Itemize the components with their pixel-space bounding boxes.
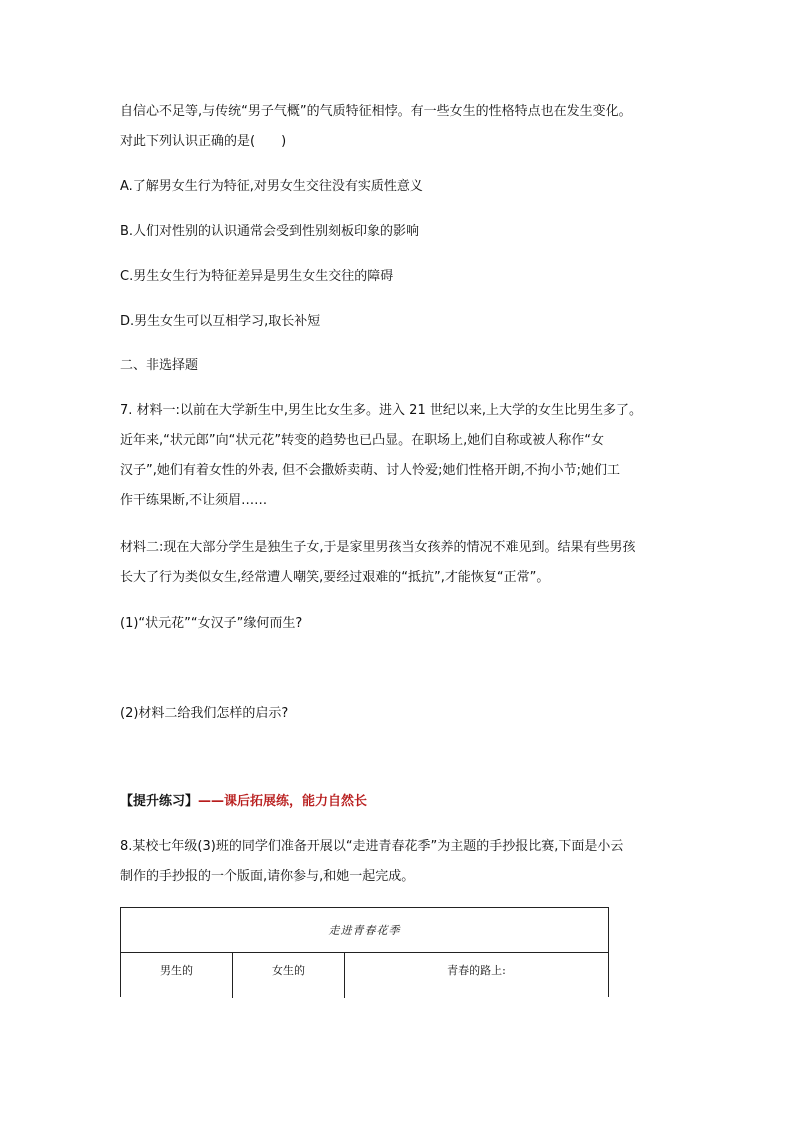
q7-subquestion-2: (2)材料二给我们怎样的启示? bbox=[120, 706, 289, 721]
handout-table bbox=[120, 907, 609, 997]
q7-material1-line1: 7. 材料一:以前在大学新生中,男生比女生多。进入 21 世纪以来,上大学的女生比男生多了。 bbox=[120, 403, 642, 418]
table-cell-boys: 男生的 bbox=[121, 953, 233, 998]
practice-bracket: 【提升练习】 bbox=[120, 794, 199, 809]
q7-material1-line3: 汉子”,她们有着女性的外表, 但不会撒娇卖萌、讨人怜爱;她们性格开朗,不拘小节;她们工 bbox=[120, 463, 621, 478]
q7-material1-line4: 作干练果断,不让须眉…… bbox=[120, 493, 268, 508]
q6-stem-line2: 对此下列认识正确的是( ) bbox=[120, 134, 287, 149]
q7-material2-line1: 材料二:现在大部分学生是独生子女,于是家里男孩当女孩养的情况不难见到。结果有些男孩 bbox=[120, 540, 636, 555]
q7-material2-line2: 长大了行为类似女生,经常遭人嘲笑,要经过艰难的“抵抗”,才能恢复“正常”。 bbox=[120, 570, 550, 585]
q8-line1: 8.某校七年级(3)班的同学们准备开展以“走进青春花季”为主题的手抄报比赛,下面是小云 bbox=[120, 839, 624, 854]
q6-stem-line1: 自信心不足等,与传统“男子气概”的气质特征相悖。有一些女生的性格特点也在发生变化。 bbox=[120, 104, 632, 119]
q7-material1-line2: 近年来,“状元郎”向“状元花”转变的趋势也已凸显。在职场上,她们自称或被人称作“女 bbox=[120, 433, 604, 448]
q6-option-d: D.男生女生可以互相学习,取长补短 bbox=[120, 314, 321, 329]
section-title: 二、非选择题 bbox=[120, 358, 199, 373]
practice-heading bbox=[120, 793, 367, 811]
q6-option-a: A.了解男女生行为特征,对男女生交往没有实质性意义 bbox=[120, 179, 423, 194]
q8-line2: 制作的手抄报的一个版面,请你参与,和她一起完成。 bbox=[120, 869, 415, 884]
table-cell-youth-road: 青春的路上: bbox=[447, 964, 506, 977]
table-cell-girls: 女生的 bbox=[233, 953, 345, 998]
q6-option-b: B.人们对性别的认识通常会受到性别刻板印象的影响 bbox=[120, 224, 420, 239]
practice-text: ——课后拓展练，能力自然长 bbox=[198, 794, 368, 809]
q7-subquestion-1: (1)“状元花”“女汉子”缘何而生? bbox=[120, 616, 303, 631]
table-title: 走进青春花季 bbox=[121, 908, 608, 953]
q6-option-c: C.男生女生行为特征差异是男生女生交往的障碍 bbox=[120, 269, 394, 284]
